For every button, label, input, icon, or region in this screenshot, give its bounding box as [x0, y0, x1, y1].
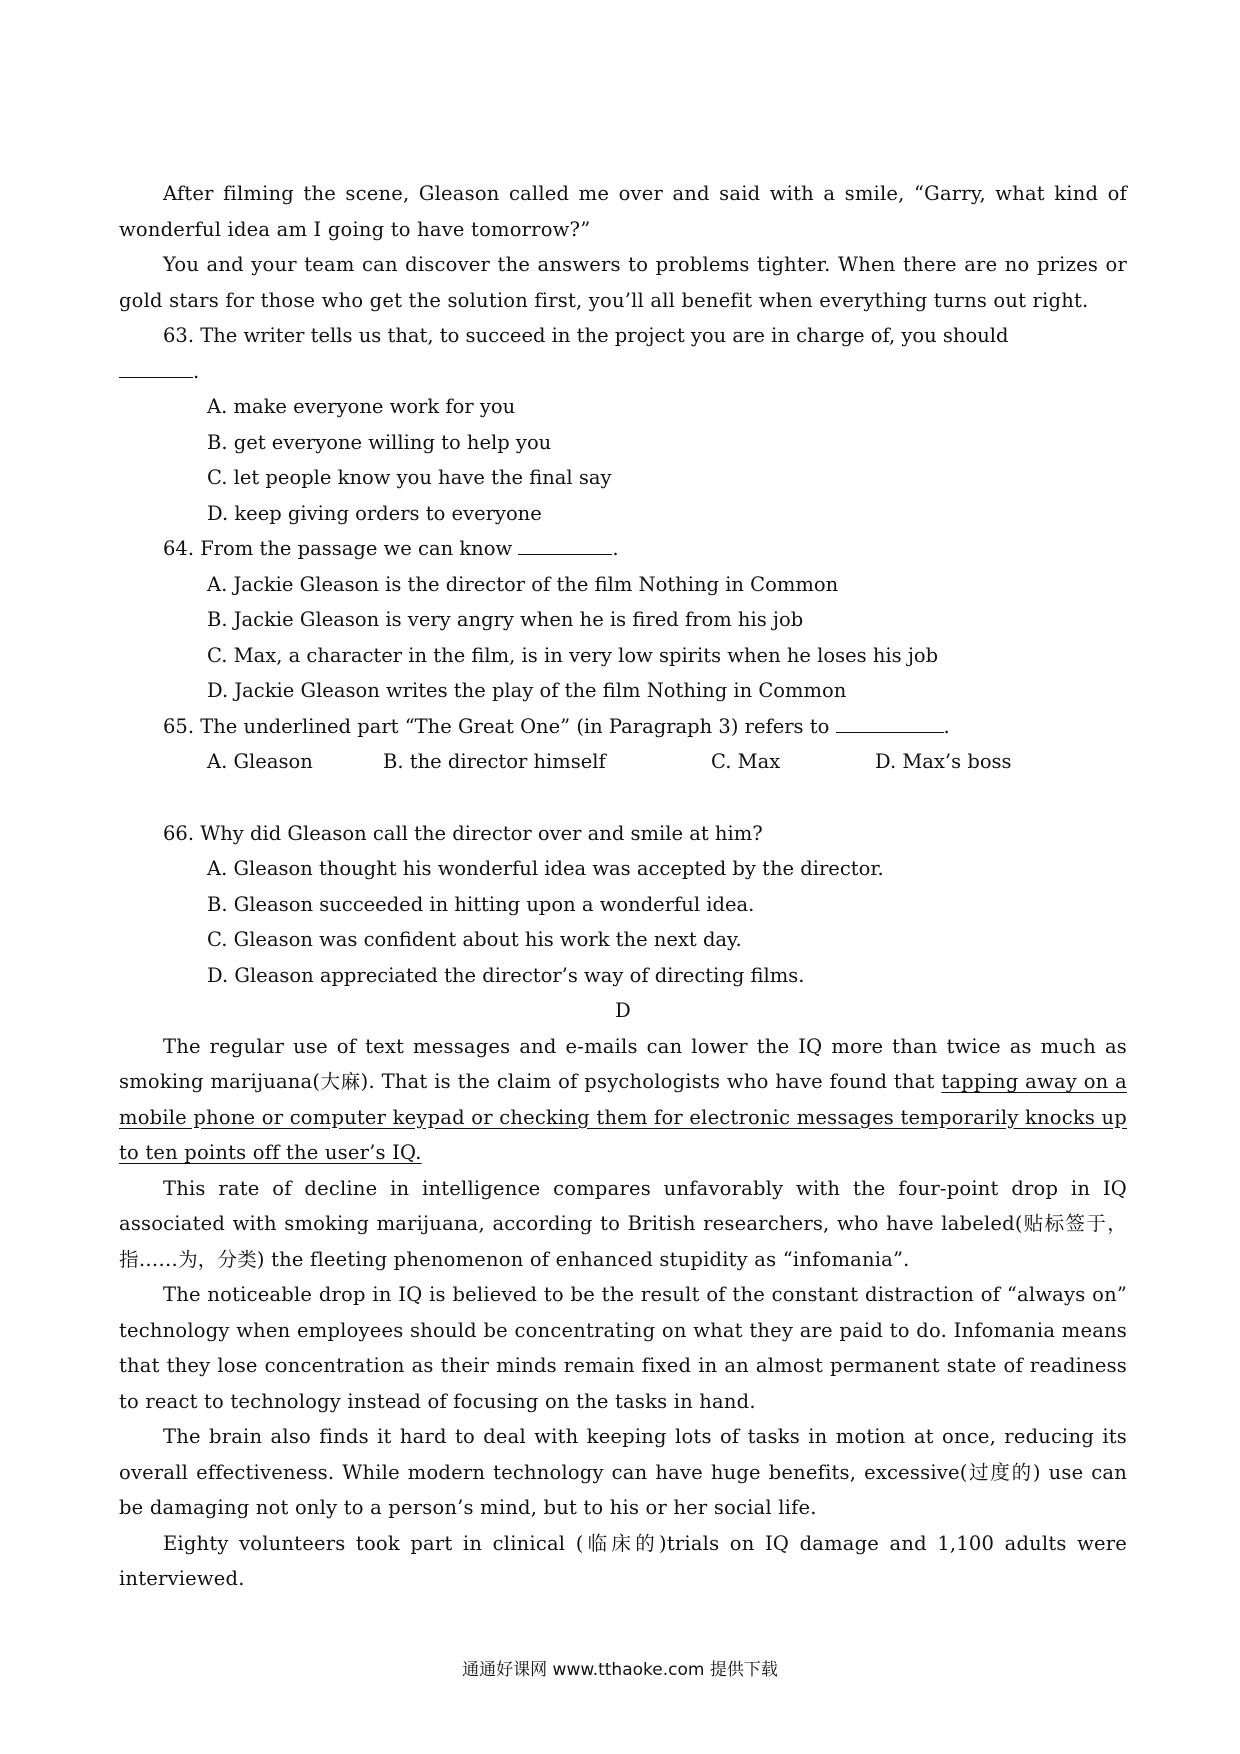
option-c: C. Max: [711, 750, 781, 773]
option-d: D. Max’s boss: [875, 750, 1012, 773]
passage-paragraph: After filming the scene, Gleason called me over and said with a smile, “Garry, what kind of wonderful idea am I going to have tomorrow?”: [119, 182, 1127, 241]
question-stem: 64. From the passage we can know .: [119, 531, 1127, 567]
answer-blank: [119, 355, 193, 378]
spacer: [119, 780, 1127, 816]
passage-paragraph: The noticeable drop in IQ is believed to be the result of the constant distraction of “always on” technology when employees should be concentrating on what they are paid to do. Infomania means that they lose concentration as their minds remain fixed in an almost permanent state of readiness to react to technology instead of focusing on the tasks in hand.: [119, 1283, 1127, 1413]
question-stem: 66. Why did Gleason call the director over and smile at him?: [163, 821, 763, 845]
passage-paragraph: Eighty volunteers took part in clinical (临床的)trials on IQ damage and 1,100 adults were interviewed.: [119, 1531, 1127, 1590]
option-c: C. Max, a character in the film, is in very low spirits when he loses his job: [207, 643, 939, 667]
option-c: C. Gleason was confident about his work the next day.: [207, 928, 742, 951]
question-63: [119, 318, 1127, 531]
option-b: B. get everyone willing to help you: [207, 430, 552, 454]
answer-blank: [518, 532, 612, 555]
answer-blank: [836, 710, 944, 733]
passage-paragraph: This rate of decline in intelligence compares unfavorably with the four-point drop in IQ associated with smoking marijuana, according to British researchers, who have labeled(贴标签于，指……为，分类) the fleeting phenomenon of enhanced stupidity as “infomania”.: [119, 1176, 1127, 1271]
page-footer: 通通好课网 www.tthaoke.com 提供下载: [462, 1660, 778, 1680]
option-b: B. Gleason succeeded in hitting upon a wonderful idea.: [207, 892, 755, 916]
passage-paragraph: You and your team can discover the answers to problems tighter. When there are no prizes or gold stars for those who get the solution first, you’ll all benefit when everything turns out right.: [119, 253, 1127, 312]
passage-paragraph: The brain also finds it hard to deal with keeping lots of tasks in motion at once, reducing its overall effectiveness. While modern technology can have huge benefits, excessive(过度的) use can be damaging not only to a person’s mind, but to his or her social life.: [119, 1425, 1127, 1519]
options-row: [119, 744, 1127, 780]
option-d: D. keep giving orders to everyone: [207, 501, 542, 525]
option-a: A. make everyone work for you: [207, 395, 516, 418]
option-d: D. Jackie Gleason writes the play of the film Nothing in Common: [207, 679, 847, 702]
option-a: A. Jackie Gleason is the director of the film Nothing in Common: [207, 572, 839, 596]
option-b: B. the director himself: [383, 750, 606, 773]
question-65: [119, 709, 1127, 780]
passage-paragraph: The regular use of text messages and e-mails can lower the IQ more than twice as much as smoking marijuana(大麻). That is the claim of psychologists who have found that tapping away on a mobile phone or computer keypad or checking them for electronic messages temporarily knocks up to ten points off the user’s IQ.: [119, 1034, 1127, 1164]
question-66: [119, 816, 1127, 994]
question-64: [119, 531, 1127, 709]
option-c: C. let people know you have the final say: [207, 466, 612, 489]
option-d: D. Gleason appreciated the director’s way of directing films.: [207, 963, 805, 987]
answer-blank-line: .: [119, 354, 1127, 390]
question-stem: 65. The underlined part “The Great One” (in Paragraph 3) refers to .: [119, 709, 1127, 745]
question-stem: 63. The writer tells us that, to succeed in the project you are in charge of, you should: [163, 324, 1009, 347]
option-a: A. Gleason thought his wonderful idea was accepted by the director.: [207, 857, 884, 880]
option-a: A. Gleason: [207, 750, 313, 773]
section-heading: D: [615, 999, 631, 1022]
underlined-sentence: tapping away on a mobile phone or computer keypad or checking them for electronic messages temporarily knocks up to ten points off the user’s IQ.: [119, 1070, 1127, 1164]
option-b: B. Jackie Gleason is very angry when he is fired from his job: [207, 608, 804, 631]
exam-page: [119, 176, 1127, 1597]
